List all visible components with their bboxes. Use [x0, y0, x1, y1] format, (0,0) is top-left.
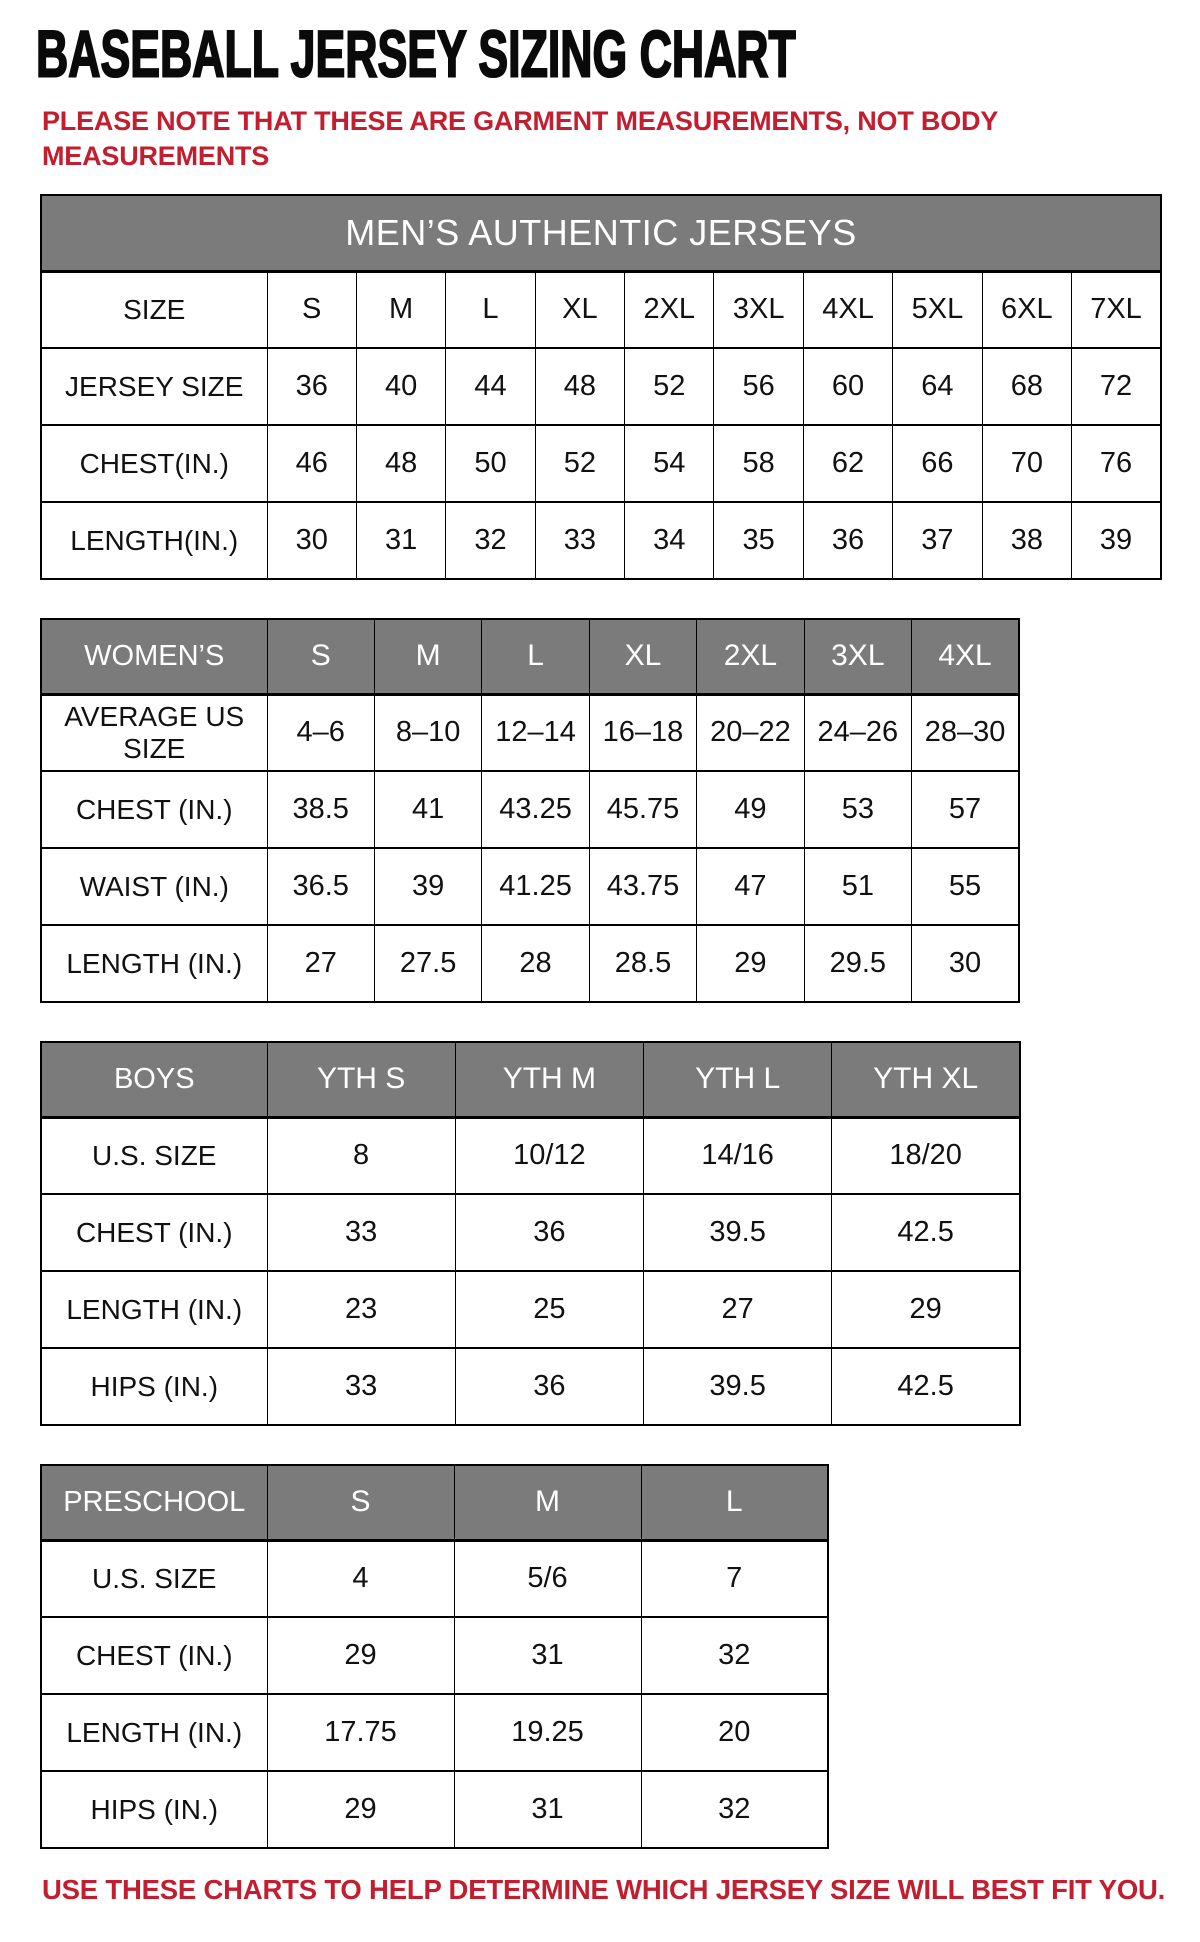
table-row	[41, 1617, 828, 1694]
data-cell: 35	[714, 502, 803, 579]
header-cell: M	[454, 1465, 641, 1540]
table-row	[41, 1271, 1020, 1348]
data-cell: 20–22	[697, 694, 804, 771]
data-cell: 29	[267, 1617, 454, 1694]
data-cell: 2XL	[625, 271, 714, 348]
data-cell: 42.5	[832, 1194, 1020, 1271]
data-cell: 33	[535, 502, 624, 579]
data-cell: 32	[641, 1617, 828, 1694]
header-cell: L	[641, 1465, 828, 1540]
data-cell: 43.25	[482, 771, 589, 848]
table-boys	[40, 1041, 1021, 1426]
table-womens	[40, 618, 1020, 1003]
data-cell: 51	[804, 848, 911, 925]
data-cell: 18/20	[832, 1117, 1020, 1194]
note-line-1: PLEASE NOTE THAT THESE ARE GARMENT MEASUREMENTS, NOT BODY	[42, 106, 999, 136]
data-cell: 48	[535, 348, 624, 425]
data-cell: S	[267, 271, 356, 348]
data-cell: 23	[267, 1271, 455, 1348]
data-cell: 57	[912, 771, 1019, 848]
data-cell: 29	[832, 1271, 1020, 1348]
table-row	[41, 771, 1019, 848]
table-row	[41, 1117, 1020, 1194]
header-cell: YTH L	[644, 1042, 832, 1117]
data-cell: 44	[446, 348, 535, 425]
data-cell: 36.5	[267, 848, 374, 925]
data-cell: 50	[446, 425, 535, 502]
data-cell: 54	[625, 425, 714, 502]
data-cell: 7	[641, 1540, 828, 1617]
row-label: LENGTH (IN.)	[41, 1694, 267, 1771]
row-label: LENGTH(IN.)	[41, 502, 267, 579]
row-label: U.S. SIZE	[41, 1117, 267, 1194]
data-cell: 52	[625, 348, 714, 425]
table-header-label: BOYS	[41, 1042, 267, 1117]
data-cell: 36	[267, 348, 356, 425]
data-cell: 14/16	[644, 1117, 832, 1194]
data-cell: 43.75	[589, 848, 696, 925]
data-cell: 28.5	[589, 925, 696, 1002]
data-cell: 46	[267, 425, 356, 502]
data-cell: 27.5	[374, 925, 481, 1002]
data-cell: 70	[982, 425, 1071, 502]
data-cell: 56	[714, 348, 803, 425]
table-row	[41, 1348, 1020, 1425]
page-title	[36, 18, 1170, 92]
table-row	[41, 502, 1161, 579]
data-cell: 33	[267, 1348, 455, 1425]
data-cell: 33	[267, 1194, 455, 1271]
table-header-label: PRESCHOOL	[41, 1465, 267, 1540]
table-row	[41, 271, 1161, 348]
data-cell: 29	[267, 1771, 454, 1848]
data-cell: 40	[356, 348, 445, 425]
header-cell: S	[267, 619, 374, 694]
header-cell: S	[267, 1465, 454, 1540]
header-cell: XL	[589, 619, 696, 694]
table-row	[41, 425, 1161, 502]
row-label: WAIST (IN.)	[41, 848, 267, 925]
row-label: CHEST (IN.)	[41, 771, 267, 848]
data-cell: 36	[455, 1194, 643, 1271]
header-cell: 4XL	[912, 619, 1019, 694]
data-cell: 4XL	[803, 271, 892, 348]
table-row	[41, 1194, 1020, 1271]
table-header-row	[41, 1465, 828, 1540]
data-cell: 8–10	[374, 694, 481, 771]
data-cell: 55	[912, 848, 1019, 925]
row-label: U.S. SIZE	[41, 1540, 267, 1617]
data-cell: 10/12	[455, 1117, 643, 1194]
table-row	[41, 1540, 828, 1617]
data-cell: M	[356, 271, 445, 348]
row-label: CHEST(IN.)	[41, 425, 267, 502]
table-row	[41, 1694, 828, 1771]
data-cell: 31	[454, 1771, 641, 1848]
data-cell: 41.25	[482, 848, 589, 925]
data-cell: 47	[697, 848, 804, 925]
data-cell: 29	[697, 925, 804, 1002]
note-garment-measurements	[42, 104, 1170, 174]
table-header-row	[41, 619, 1019, 694]
data-cell: 6XL	[982, 271, 1071, 348]
data-cell: 52	[535, 425, 624, 502]
data-cell: 24–26	[804, 694, 911, 771]
data-cell: 32	[641, 1771, 828, 1848]
data-cell: 4	[267, 1540, 454, 1617]
row-label: HIPS (IN.)	[41, 1348, 267, 1425]
header-cell: YTH M	[455, 1042, 643, 1117]
data-cell: 20	[641, 1694, 828, 1771]
data-cell: 64	[893, 348, 982, 425]
data-cell: 39	[1072, 502, 1161, 579]
row-label: CHEST (IN.)	[41, 1194, 267, 1271]
note-line-2: MEASUREMENTS	[42, 141, 270, 172]
data-cell: 3XL	[714, 271, 803, 348]
data-cell: 30	[912, 925, 1019, 1002]
data-cell: 30	[267, 502, 356, 579]
table-preschool	[40, 1464, 829, 1849]
row-label: CHEST (IN.)	[41, 1617, 267, 1694]
table-row	[41, 694, 1019, 771]
data-cell: 38.5	[267, 771, 374, 848]
table-row	[41, 348, 1161, 425]
data-cell: 19.25	[454, 1694, 641, 1771]
data-cell: 28	[482, 925, 589, 1002]
table-mens-authentic-jerseys	[40, 194, 1162, 580]
row-label: AVERAGE US SIZE	[41, 694, 267, 771]
data-cell: 49	[697, 771, 804, 848]
row-label: HIPS (IN.)	[41, 1771, 267, 1848]
data-cell: 17.75	[267, 1694, 454, 1771]
header-cell: 3XL	[804, 619, 911, 694]
row-label: SIZE	[41, 271, 267, 348]
data-cell: 45.75	[589, 771, 696, 848]
data-cell: L	[446, 271, 535, 348]
note-usage: USE THESE CHARTS TO HELP DETERMINE WHICH JERSEY SIZE WILL BEST FIT YOU.	[42, 1874, 1166, 1906]
data-cell: 27	[267, 925, 374, 1002]
table-header-row	[41, 1042, 1020, 1117]
data-cell: 48	[356, 425, 445, 502]
data-cell: 34	[625, 502, 714, 579]
data-cell: 72	[1072, 348, 1161, 425]
table-row	[41, 848, 1019, 925]
data-cell: 5XL	[893, 271, 982, 348]
data-cell: 42.5	[832, 1348, 1020, 1425]
data-cell: 37	[893, 502, 982, 579]
data-cell: 16–18	[589, 694, 696, 771]
data-cell: 62	[803, 425, 892, 502]
header-cell: M	[374, 619, 481, 694]
table-row	[41, 925, 1019, 1002]
data-cell: 36	[455, 1348, 643, 1425]
data-cell: 39.5	[644, 1194, 832, 1271]
table-row	[41, 1771, 828, 1848]
data-cell: 76	[1072, 425, 1161, 502]
header-cell: YTH S	[267, 1042, 455, 1117]
data-cell: 27	[644, 1271, 832, 1348]
data-cell: 25	[455, 1271, 643, 1348]
data-cell: 36	[803, 502, 892, 579]
data-cell: 39	[374, 848, 481, 925]
data-cell: 41	[374, 771, 481, 848]
data-cell: 31	[356, 502, 445, 579]
data-cell: 53	[804, 771, 911, 848]
data-cell: 29.5	[804, 925, 911, 1002]
page-title-text: BASEBALL JERSEY SIZING CHART	[36, 18, 796, 92]
data-cell: 39.5	[644, 1348, 832, 1425]
data-cell: 66	[893, 425, 982, 502]
data-cell: 28–30	[912, 694, 1019, 771]
data-cell: XL	[535, 271, 624, 348]
row-label: LENGTH (IN.)	[41, 925, 267, 1002]
data-cell: 5/6	[454, 1540, 641, 1617]
data-cell: 31	[454, 1617, 641, 1694]
data-cell: 4–6	[267, 694, 374, 771]
data-cell: 38	[982, 502, 1071, 579]
data-cell: 12–14	[482, 694, 589, 771]
table-header-label: WOMEN’S	[41, 619, 267, 694]
data-cell: 32	[446, 502, 535, 579]
table-banner: MEN’S AUTHENTIC JERSEYS	[41, 195, 1161, 271]
row-label: LENGTH (IN.)	[41, 1271, 267, 1348]
header-cell: YTH XL	[832, 1042, 1020, 1117]
header-cell: L	[482, 619, 589, 694]
data-cell: 8	[267, 1117, 455, 1194]
row-label: JERSEY SIZE	[41, 348, 267, 425]
table-banner-row	[41, 195, 1161, 271]
header-cell: 2XL	[697, 619, 804, 694]
data-cell: 60	[803, 348, 892, 425]
data-cell: 58	[714, 425, 803, 502]
data-cell: 68	[982, 348, 1071, 425]
data-cell: 7XL	[1072, 271, 1161, 348]
